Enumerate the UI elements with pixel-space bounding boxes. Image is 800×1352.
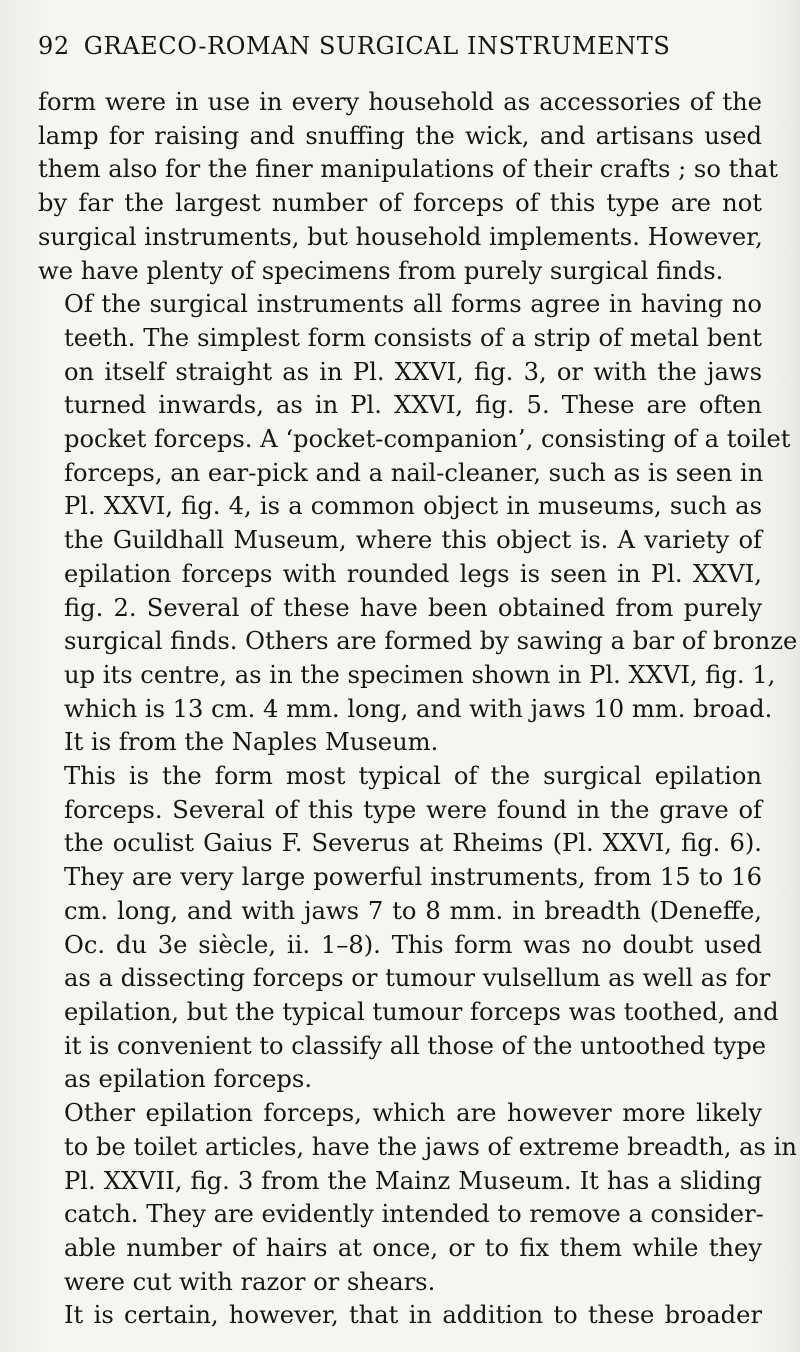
text-line: turned inwards, as in Pl. XXVI, fig. 5. These are often: [64, 391, 762, 420]
text-line: teeth. The simplest form consists of a strip of metal bent: [64, 323, 762, 352]
text-line: on itself straight as in Pl. XXVI, fig. 3, or with the jaws: [64, 357, 762, 386]
text-line: fig. 2. Several of these have been obtained from purely: [64, 593, 762, 622]
text-line: Other epilation forceps, which are however more likely: [64, 1099, 762, 1128]
text-line: forceps, an ear-pick and a nail-cleaner, such as is seen in: [64, 458, 764, 487]
text-line: cm. long, and with jaws 7 to 8 mm. in breadth (Deneffe,: [64, 896, 762, 925]
paragraph-1: [38, 86, 779, 288]
text-line: were cut with razor or shears.: [64, 1267, 436, 1296]
text-line: Pl. XXVI, fig. 4, is a common object in museums, such as: [64, 492, 762, 521]
text-line: up its centre, as in the specimen shown in Pl. XXVI, fig. 1,: [64, 660, 776, 689]
text-line: able number of hairs at once, or to fix them while they: [64, 1233, 762, 1262]
text-line: the oculist Gaius F. Severus at Rheims (Pl. XXVI, fig. 6).: [64, 829, 762, 858]
text-line: epilation, but the typical tumour forceps was toothed, and: [64, 997, 779, 1026]
text-line: Oc. du 3e siècle, ii. 1–8). This form was no doubt used: [64, 930, 762, 959]
text-line: surgical instruments, but household implements. However,: [38, 222, 763, 251]
text-line: form were in use in every household as accessories of the: [38, 88, 762, 116]
running-header: [38, 32, 768, 72]
text-line: forceps. Several of this type were found in the grave of: [64, 795, 762, 824]
text-line: it is convenient to classify all those of the untoothed type: [64, 1031, 767, 1060]
text-line: the Guildhall Museum, where this object is. A variety of: [64, 526, 762, 555]
text-line: them also for the finer manipulations of their crafts ; so that: [38, 155, 779, 184]
paragraph-4: [38, 1097, 797, 1299]
body-text: [38, 86, 798, 1333]
text-line: Of the surgical instruments all forms agree in having no: [64, 290, 762, 319]
text-line: as a dissecting forceps or tumour vulsellum as well as for: [64, 964, 771, 993]
paragraph-3: [38, 760, 779, 1097]
text-line: lamp for raising and snuffing the wick, and artisans used: [38, 121, 762, 150]
text-line: we have plenty of specimens from purely surgical finds.: [38, 256, 724, 285]
running-title: GRAECO-ROMAN SURGICAL INSTRUMENTS: [83, 32, 671, 60]
text-line: Pl. XXVII, fig. 3 from the Mainz Museum. It has a sliding: [64, 1166, 762, 1195]
paragraph-5: [38, 1299, 762, 1333]
text-line: surgical finds. Others are formed by sawing a bar of bronze: [64, 627, 798, 656]
text-line: to be toilet articles, have the jaws of extreme breadth, as in: [64, 1132, 797, 1161]
paragraph-2: [38, 288, 798, 760]
text-line: It is certain, however, that in addition to these broader: [64, 1301, 762, 1330]
text-line: It is from the Naples Museum.: [64, 728, 439, 757]
text-line: which is 13 cm. 4 mm. long, and with jaws 10 mm. broad.: [64, 694, 773, 723]
text-line: They are very large powerful instruments, from 15 to 16: [64, 863, 762, 892]
text-line: by far the largest number of forceps of this type are not: [38, 189, 762, 218]
text-line: as epilation forceps.: [64, 1065, 313, 1094]
text-line: epilation forceps with rounded legs is seen in Pl. XXVI,: [64, 559, 762, 588]
text-line: This is the form most typical of the surgical epilation: [64, 762, 762, 791]
text-line: pocket forceps. A ‘pocket-companion’, consisting of a toilet: [64, 425, 791, 454]
page-number: 92: [38, 32, 70, 60]
text-line: catch. They are evidently intended to remove a consider-: [64, 1200, 764, 1229]
